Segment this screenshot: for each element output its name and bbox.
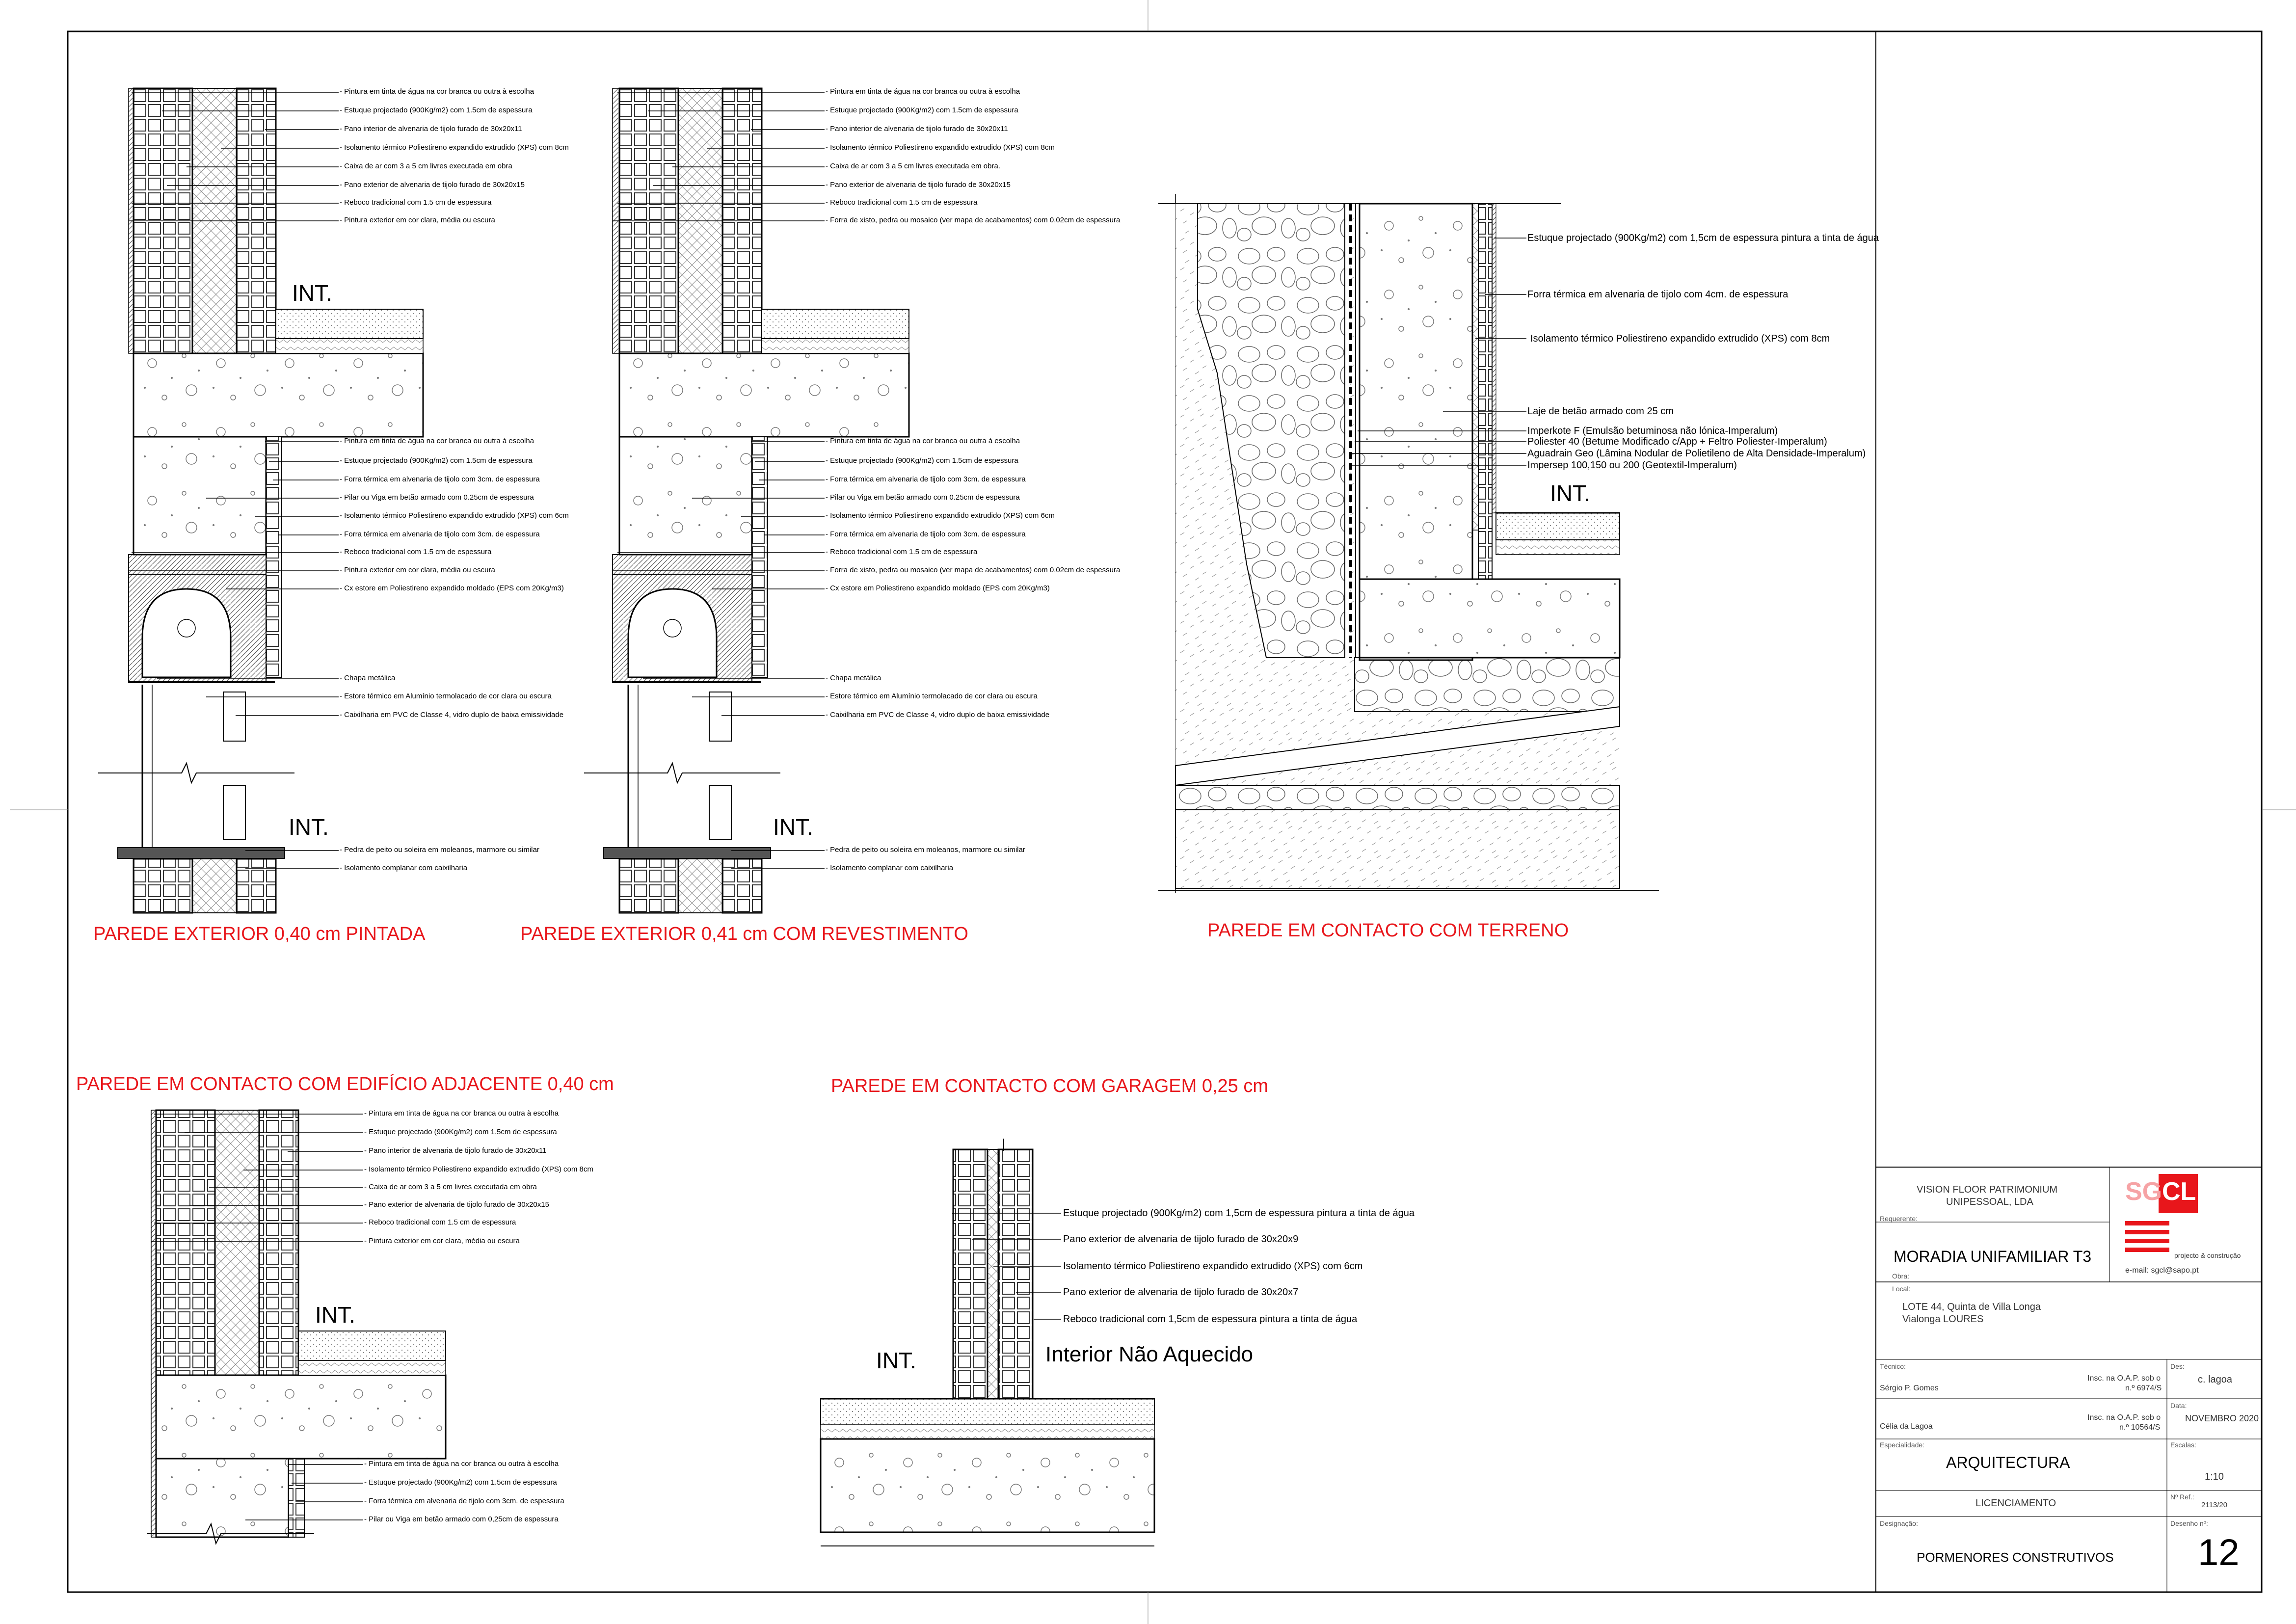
note: - Forra térmica em alvenaria de tijolo com 3cm. de espessura <box>826 530 1026 538</box>
note: - Pano interior de alvenaria de tijolo furado de 30x20x11 <box>340 125 522 133</box>
note: - Isolamento térmico Poliestireno expandido extrudido (XPS) com 8cm <box>340 143 569 152</box>
note: Impersep 100,150 ou 200 (Geotextil-Imperalum) <box>1527 460 1737 471</box>
work-caption: Obra: <box>1892 1272 1910 1280</box>
note: - Pilar ou Viga em betão armado com 0.25cm de espessura <box>826 493 1020 502</box>
tech-caption: Técnico: <box>1880 1362 1906 1370</box>
place-line1: LOTE 44, Quinta de Villa Longa <box>1902 1302 2041 1312</box>
note: - Forra térmica em alvenaria de tijolo com 3cm. de espessura <box>340 475 540 483</box>
sheet-caption: Desenho nº: <box>2170 1519 2208 1527</box>
tech1-reg1: Insc. na O.A.P. sob o <box>2087 1374 2161 1383</box>
title-wall-adjacent: PAREDE EM CONTACTO COM EDIFÍCIO ADJACENTE 0,40 cm <box>76 1074 614 1094</box>
work-name: MORADIA UNIFAMILIAR T3 <box>1894 1248 2092 1265</box>
client-line1: VISION FLOOR PATRIMONIUM <box>1917 1184 2058 1195</box>
tech2-reg2: n.º 10564/S <box>2119 1423 2161 1432</box>
email: e-mail: sgcl@sapo.pt <box>2125 1266 2199 1275</box>
design-caption: Designação: <box>1880 1519 1918 1527</box>
note: - Pintura em tinta de água na cor branca ou outra à escolha <box>364 1460 559 1468</box>
tech2-name: Célia da Lagoa <box>1880 1422 1933 1431</box>
place-line2: Vialonga LOURES <box>1902 1314 1984 1325</box>
note: - Isolamento térmico Poliestireno expandido extrudido (XPS) com 6cm <box>340 511 569 520</box>
spec-value: ARQUITECTURA <box>1946 1454 2070 1471</box>
note: - Forra térmica em alvenaria de tijolo com 3cm. de espessura <box>826 475 1026 483</box>
note: Estuque projectado (900Kg/m2) com 1,5cm de espessura pintura a tinta de água <box>1063 1208 1415 1219</box>
note: - Pintura exterior em cor clara, média ou escura <box>364 1237 520 1245</box>
client-line2: UNIPESSOAL, LDA <box>1946 1197 2033 1207</box>
note: - Pintura em tinta de água na cor branca ou outra à escolha <box>826 87 1020 96</box>
note: - Pano interior de alvenaria de tijolo furado de 30x20x11 <box>364 1146 547 1155</box>
note: - Forra térmica em alvenaria de tijolo com 3cm. de espessura <box>340 530 540 538</box>
note: - Estuque projectado (900Kg/m2) com 1.5cm de espessura <box>826 456 1018 465</box>
note: - Reboco tradicional com 1.5 cm de espessura <box>364 1218 516 1226</box>
tech2-reg1: Insc. na O.A.P. sob o <box>2087 1413 2161 1422</box>
des-caption: Des: <box>2170 1362 2185 1370</box>
note: - Pedra de peito ou soleira em moleanos, marmore ou similar <box>826 846 1025 854</box>
note: - Caixilharia em PVC de Classe 4, vidro duplo de baixa emissividade <box>340 711 564 719</box>
int-label: INT. <box>315 1302 355 1328</box>
note: - Reboco tradicional com 1.5 cm de espessura <box>826 548 978 556</box>
note: - Pintura exterior em cor clara, média ou escura <box>340 216 495 224</box>
note: - Pilar ou Viga em betão armado com 0.25cm de espessura <box>340 493 534 502</box>
note: - Reboco tradicional com 1.5 cm de espessura <box>826 198 978 207</box>
logo-tagline: projecto & construção <box>2174 1251 2241 1259</box>
note: - Caixa de ar com 3 a 5 cm livres executada em obra <box>340 162 512 170</box>
note: - Pintura em tinta de água na cor branca ou outra à escolha <box>340 437 534 445</box>
note: - Pilar ou Viga em betão armado com 0,25cm de espessura <box>364 1515 559 1523</box>
ref-caption: Nº Ref.: <box>2170 1493 2194 1501</box>
note: - Caixa de ar com 3 a 5 cm livres executada em obra <box>364 1183 537 1191</box>
tech1-name: Sérgio P. Gomes <box>1880 1384 1939 1392</box>
note: - Reboco tradicional com 1.5 cm de espessura <box>340 548 492 556</box>
int-label: INT. <box>773 814 813 840</box>
note: - Forra térmica em alvenaria de tijolo com 3cm. de espessura <box>364 1497 564 1505</box>
des-value: c. lagoa <box>2198 1374 2233 1385</box>
note: - Pano exterior de alvenaria de tijolo furado de 30x20x15 <box>826 181 1011 189</box>
tech1-reg2: n.º 6974/S <box>2125 1384 2162 1392</box>
note: - Pano exterior de alvenaria de tijolo furado de 30x20x15 <box>364 1200 549 1209</box>
spec-caption: Especialidade: <box>1880 1441 1925 1449</box>
note: - Estore térmico em Alumínio termolacado de cor clara ou escura <box>340 692 552 700</box>
note: - Pintura em tinta de água na cor branca ou outra à escolha <box>340 87 534 96</box>
date-caption: Data: <box>2170 1402 2187 1410</box>
note: - Pano exterior de alvenaria de tijolo furado de 30x20x15 <box>340 181 525 189</box>
note: - Estuque projectado (900Kg/m2) com 1.5cm de espessura <box>364 1128 557 1136</box>
note: - Forra de xisto, pedra ou mosaico (ver mapa de acabamentos) com 0,02cm de espessura <box>826 216 1121 224</box>
logo-sg: SG <box>2125 1177 2163 1206</box>
client-caption: Requerente: <box>1880 1215 1918 1223</box>
note: Pano exterior de alvenaria de tijolo furado de 30x20x7 <box>1063 1287 1299 1298</box>
logo-cl: CL <box>2162 1177 2196 1206</box>
int-label: INT. <box>289 814 329 840</box>
note: - Isolamento térmico Poliestireno expandido extrudido (XPS) com 8cm <box>364 1165 593 1173</box>
note: - Estore térmico em Alumínio termolacado de cor clara ou escura <box>826 692 1038 700</box>
note: Poliester 40 (Betume Modificado c/App + Feltro Poliester-Imperalum) <box>1527 436 1827 447</box>
note: Isolamento térmico Poliestireno expandido extrudido (XPS) com 6cm <box>1063 1261 1363 1272</box>
note: - Forra de xisto, pedra ou mosaico (ver mapa de acabamentos) com 0,02cm de espessura <box>826 566 1121 574</box>
note: Forra térmica em alvenaria de tijolo com 4cm. de espessura <box>1527 289 1789 300</box>
title-wall-painted: PAREDE EXTERIOR 0,40 cm PINTADA <box>93 924 426 944</box>
note: Isolamento térmico Poliestireno expandido extrudido (XPS) com 8cm <box>1530 333 1830 344</box>
note: - Estuque projectado (900Kg/m2) com 1.5cm de espessura <box>364 1478 557 1487</box>
note: Pano exterior de alvenaria de tijolo furado de 30x20x9 <box>1063 1234 1299 1245</box>
title-wall-ground: PAREDE EM CONTACTO COM TERRENO <box>1207 920 1569 941</box>
note: Imperkote F (Emulsão betuminosa não lónica-Imperalum) <box>1527 426 1778 436</box>
note: - Cx estore em Poliestireno expandido moldado (EPS com 20Kg/m3) <box>826 584 1050 592</box>
note: Estuque projectado (900Kg/m2) com 1,5cm de espessura pintura a tinta de água <box>1527 233 1879 243</box>
note: - Pintura em tinta de água na cor branca ou outra à escolha <box>826 437 1020 445</box>
note: - Estuque projectado (900Kg/m2) com 1.5cm de espessura <box>340 106 533 114</box>
note: - Chapa metálica <box>340 674 396 682</box>
sheet-number: 12 <box>2198 1532 2240 1573</box>
note: - Isolamento térmico Poliestireno expandido extrudido (XPS) com 8cm <box>826 143 1055 152</box>
design-value: PORMENORES CONSTRUTIVOS <box>1917 1550 2114 1565</box>
note: - Pintura exterior em cor clara, média ou escura <box>340 566 495 574</box>
title-wall-garage: PAREDE EM CONTACTO COM GARAGEM 0,25 cm <box>831 1076 1269 1096</box>
note: - Isolamento complanar com caixilharia <box>340 864 468 872</box>
note: - Reboco tradicional com 1.5 cm de espessura <box>340 198 492 207</box>
note: - Chapa metálica <box>826 674 881 682</box>
note: - Isolamento complanar com caixilharia <box>826 864 954 872</box>
scale-value: 1:10 <box>2205 1471 2224 1482</box>
int-label: INT. <box>1550 480 1590 506</box>
note: - Pintura em tinta de água na cor branca ou outra à escolha <box>364 1109 559 1118</box>
note: - Cx estore em Poliestireno expandido moldado (EPS com 20Kg/m3) <box>340 584 564 592</box>
note: - Caixilharia em PVC de Classe 4, vidro duplo de baixa emissividade <box>826 711 1050 719</box>
scale-caption: Escalas: <box>2170 1441 2196 1449</box>
note: - Isolamento térmico Poliestireno expandido extrudido (XPS) com 6cm <box>826 511 1055 520</box>
note: Aguadrain Geo (Lâmina Nodular de Polietileno de Alta Densidade-Imperalum) <box>1527 448 1866 459</box>
note: - Pedra de peito ou soleira em moleanos, marmore ou similar <box>340 846 539 854</box>
place-caption: Local: <box>1892 1285 1911 1293</box>
unheated-label: Interior Não Aquecido <box>1045 1342 1254 1366</box>
note: - Pano interior de alvenaria de tijolo furado de 30x20x11 <box>826 125 1008 133</box>
int-label: INT. <box>292 280 332 306</box>
note: - Estuque projectado (900Kg/m2) com 1.5cm de espessura <box>826 106 1018 114</box>
note: Reboco tradicional com 1,5cm de espessura pintura a tinta de água <box>1063 1314 1358 1325</box>
note: - Caixa de ar com 3 a 5 cm livres executada em obra. <box>826 162 1000 170</box>
ref-value: 2113/20 <box>2201 1501 2228 1509</box>
title-wall-clad: PAREDE EXTERIOR 0,41 cm COM REVESTIMENTO <box>520 924 968 944</box>
date-value: NOVEMBRO 2020 <box>2185 1413 2259 1423</box>
note: - Estuque projectado (900Kg/m2) com 1.5cm de espessura <box>340 456 533 465</box>
int-label: INT. <box>876 1348 916 1373</box>
note: Laje de betão armado com 25 cm <box>1527 406 1674 417</box>
phase-value: LICENCIAMENTO <box>1976 1498 2056 1509</box>
